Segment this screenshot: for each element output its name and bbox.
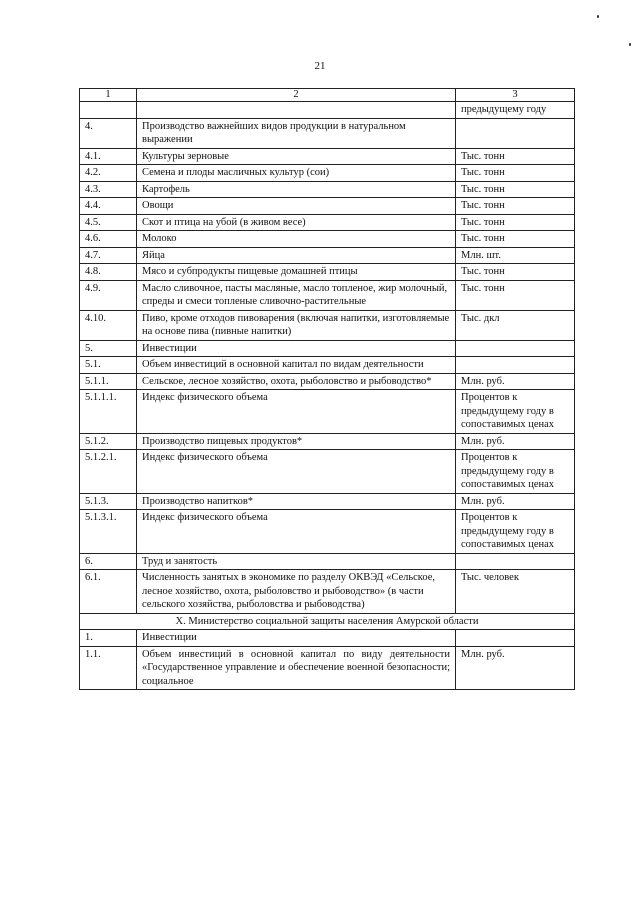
unit-of-measure: Млн. шт.: [456, 247, 575, 264]
row-number: 5.1.1.1.: [80, 390, 137, 434]
row-number: 4.3.: [80, 181, 137, 198]
table-row: [80, 214, 575, 231]
table-row: [80, 390, 575, 434]
table-header-row: [80, 89, 575, 102]
unit-of-measure: [456, 630, 575, 647]
table-row: [80, 198, 575, 215]
indicator-name: Производство пищевых продуктов*: [137, 433, 456, 450]
row-number: 6.: [80, 553, 137, 570]
table-row: [80, 570, 575, 614]
unit-of-measure: Тыс. тонн: [456, 165, 575, 182]
row-number: 5.1.1.: [80, 373, 137, 390]
column-header: 2: [137, 89, 456, 102]
unit-of-measure: Тыс. тонн: [456, 198, 575, 215]
row-number: 4.9.: [80, 280, 137, 310]
row-number: 5.1.2.1.: [80, 450, 137, 494]
indicator-name: Объем инвестиций в основной капитал по виду деятельности «Государственное управление и обеспечение военной безопасности; социальное: [137, 646, 456, 690]
table-row: [80, 231, 575, 248]
unit-of-measure: Процентов к предыдущему году в сопоставимых ценах: [456, 510, 575, 554]
table-row: [80, 148, 575, 165]
table-row: [80, 630, 575, 647]
indicator-name: Индекс физического объема: [137, 450, 456, 494]
table-row: [80, 280, 575, 310]
scan-mark: [597, 15, 599, 18]
indicator-name: Скот и птица на убой (в живом весе): [137, 214, 456, 231]
unit-of-measure: Тыс. тонн: [456, 214, 575, 231]
row-number: [80, 102, 137, 119]
indicator-name: Производство напитков*: [137, 493, 456, 510]
unit-of-measure: предыдущему году: [456, 102, 575, 119]
row-number: 5.1.3.: [80, 493, 137, 510]
indicator-name: Картофель: [137, 181, 456, 198]
row-number: 1.1.: [80, 646, 137, 690]
unit-of-measure: Тыс. тонн: [456, 181, 575, 198]
table-row: [80, 247, 575, 264]
row-number: 4.2.: [80, 165, 137, 182]
indicator-name: Молоко: [137, 231, 456, 248]
row-number: 1.: [80, 630, 137, 647]
indicator-name: Овощи: [137, 198, 456, 215]
indicator-name: Мясо и субпродукты пищевые домашней птицы: [137, 264, 456, 281]
unit-of-measure: [456, 357, 575, 374]
unit-of-measure: Процентов к предыдущему году в сопоставимых ценах: [456, 450, 575, 494]
table-row: [80, 433, 575, 450]
indicator-name: Культуры зерновые: [137, 148, 456, 165]
indicator-name: Труд и занятость: [137, 553, 456, 570]
table-row: [80, 493, 575, 510]
table-row: [80, 646, 575, 690]
row-number: 5.1.3.1.: [80, 510, 137, 554]
indicator-name: Масло сливочное, пасты масляные, масло топленое, жир молочный, спреды и смеси топленые сливочно-растительные: [137, 280, 456, 310]
indicator-name: Сельское, лесное хозяйство, охота, рыболовство и рыбоводство*: [137, 373, 456, 390]
table-row: [80, 553, 575, 570]
indicator-name: Семена и плоды масличных культур (сои): [137, 165, 456, 182]
indicator-name: Пиво, кроме отходов пивоварения (включая напитки, изготовляемые на основе пива (пивные напитки): [137, 310, 456, 340]
table-row: [80, 102, 575, 119]
row-number: 4.7.: [80, 247, 137, 264]
unit-of-measure: Процентов к предыдущему году в сопоставимых ценах: [456, 390, 575, 434]
table-row: [80, 450, 575, 494]
indicator-name: Инвестиции: [137, 340, 456, 357]
unit-of-measure: Тыс. тонн: [456, 148, 575, 165]
row-number: 4.4.: [80, 198, 137, 215]
scan-mark: [629, 43, 631, 46]
table-row: [80, 181, 575, 198]
unit-of-measure: Млн. руб.: [456, 373, 575, 390]
row-number: 4.8.: [80, 264, 137, 281]
table-row: [80, 165, 575, 182]
indicator-name: Численность занятых в экономике по разделу ОКВЭД «Сельское, лесное хозяйство, охота, рыболовство и рыбоводство» (в части сельского хозяйства, рыболовства и рыбоводства): [137, 570, 456, 614]
indicator-name: Инвестиции: [137, 630, 456, 647]
table-row: [80, 118, 575, 148]
indicator-table: [79, 88, 575, 690]
page-number: 21: [314, 60, 326, 72]
table-row: [80, 264, 575, 281]
column-header: 1: [80, 89, 137, 102]
unit-of-measure: Млн. руб.: [456, 433, 575, 450]
unit-of-measure: Млн. руб.: [456, 493, 575, 510]
table-row: [80, 373, 575, 390]
table-row: [80, 357, 575, 374]
row-number: 5.: [80, 340, 137, 357]
table-row: [80, 310, 575, 340]
row-number: 4.5.: [80, 214, 137, 231]
column-header: 3: [456, 89, 575, 102]
table-row: [80, 510, 575, 554]
unit-of-measure: Тыс. дкл: [456, 310, 575, 340]
unit-of-measure: Тыс. человек: [456, 570, 575, 614]
row-number: 4.: [80, 118, 137, 148]
section-row: [80, 613, 575, 630]
unit-of-measure: Млн. руб.: [456, 646, 575, 690]
indicator-name: Индекс физического объема: [137, 390, 456, 434]
indicator-name: Объем инвестиций в основной капитал по видам деятельности: [137, 357, 456, 374]
unit-of-measure: [456, 118, 575, 148]
row-number: 5.1.2.: [80, 433, 137, 450]
unit-of-measure: Тыс. тонн: [456, 264, 575, 281]
row-number: 6.1.: [80, 570, 137, 614]
indicator-name: Индекс физического объема: [137, 510, 456, 554]
unit-of-measure: Тыс. тонн: [456, 231, 575, 248]
indicator-name: Яйца: [137, 247, 456, 264]
row-number: 4.6.: [80, 231, 137, 248]
unit-of-measure: [456, 340, 575, 357]
section-title: X. Министерство социальной защиты населения Амурской области: [80, 613, 575, 630]
unit-of-measure: [456, 553, 575, 570]
unit-of-measure: Тыс. тонн: [456, 280, 575, 310]
row-number: 4.10.: [80, 310, 137, 340]
row-number: 5.1.: [80, 357, 137, 374]
row-number: 4.1.: [80, 148, 137, 165]
indicator-name: Производство важнейших видов продукции в натуральном выражении: [137, 118, 456, 148]
table-row: [80, 340, 575, 357]
indicator-name: [137, 102, 456, 119]
